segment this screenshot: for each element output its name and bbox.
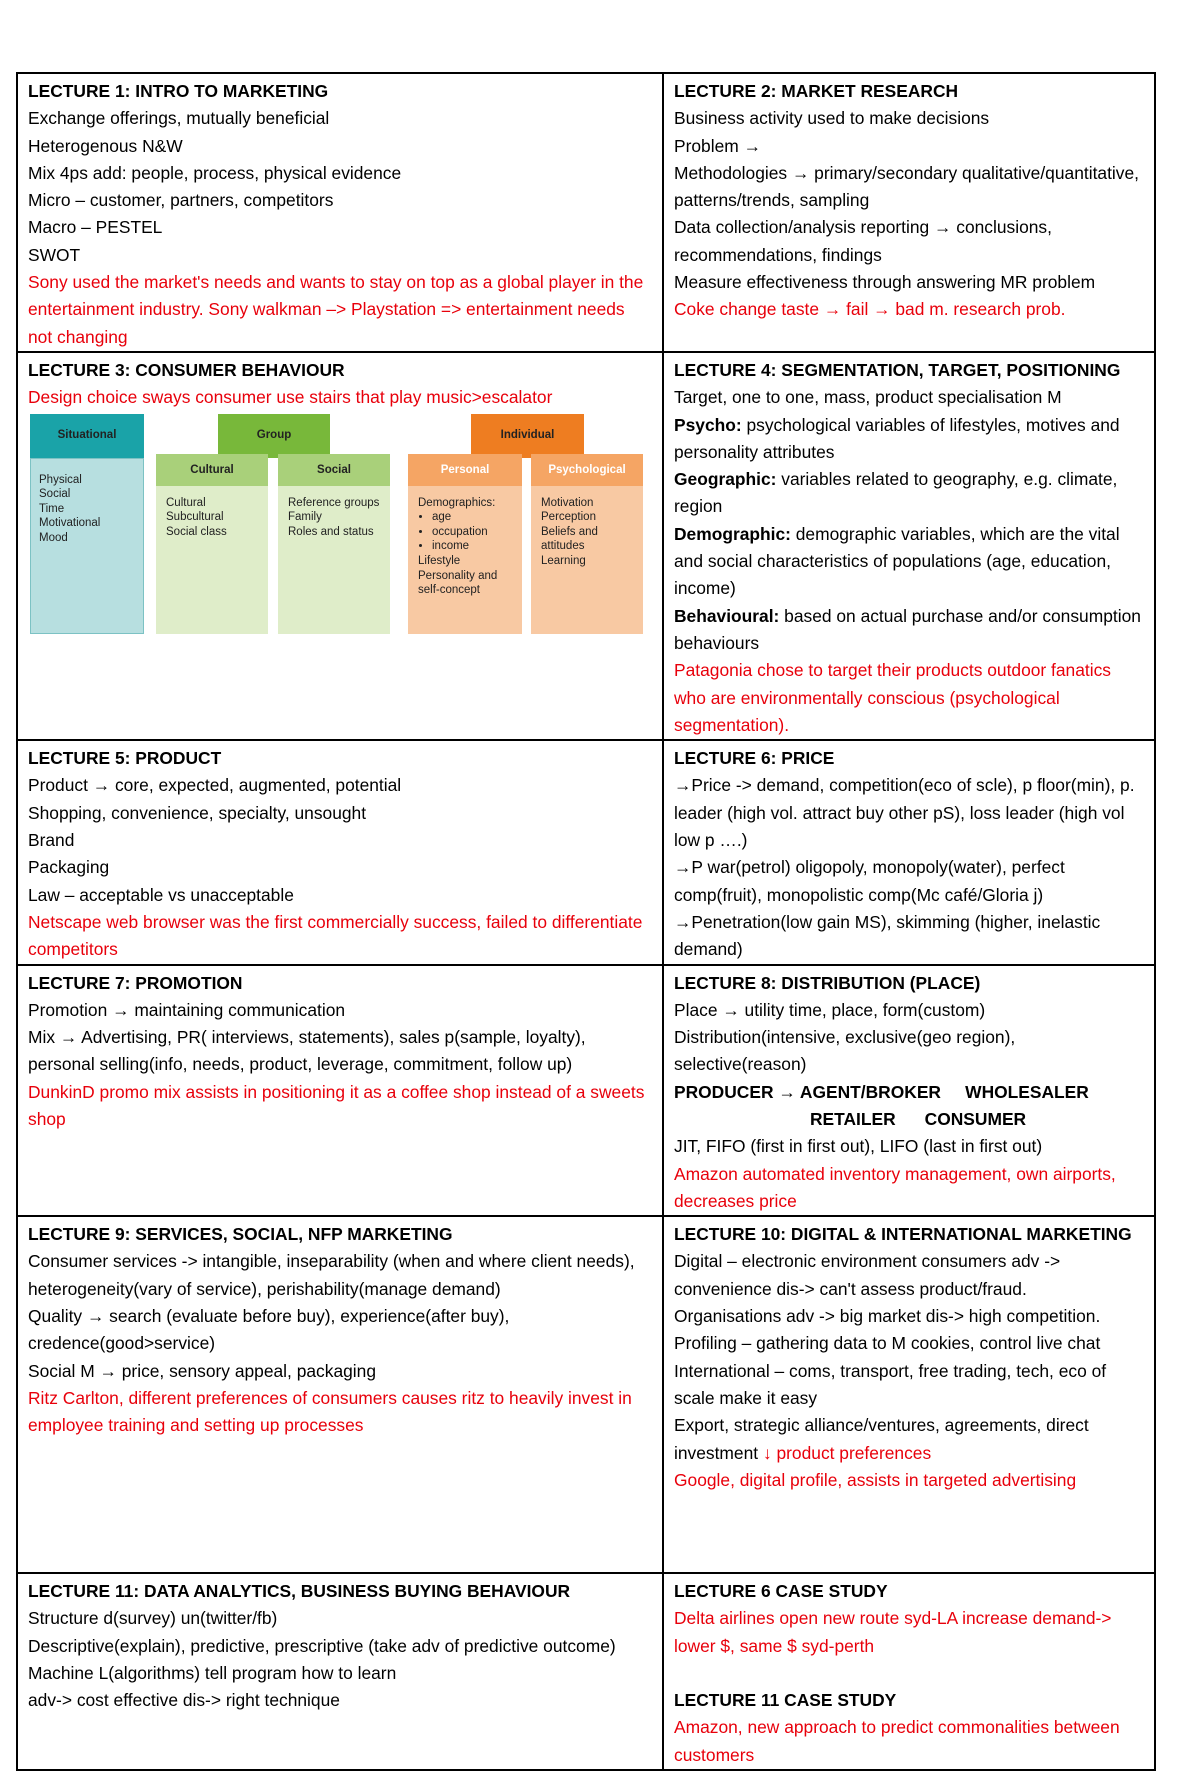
lecture-11-line: Descriptive(explain), predictive, prescriptive (take adv of predictive outcome)	[28, 1635, 616, 1656]
lecture-5-case: Netscape web browser was the first commercially success, failed to differentiate competitors	[28, 911, 643, 960]
lecture-7-line: Promotion → maintaining communication	[28, 999, 346, 1020]
factor-item: Mood	[39, 531, 68, 544]
factor-item: Social	[39, 488, 71, 501]
lecture-10-line: International – coms, transport, free trading, tech, eco of scale make it easy	[674, 1360, 1107, 1408]
factor-item: • occupation	[432, 525, 512, 540]
lecture-1-line: Exchange offerings, mutually beneficial	[28, 108, 330, 129]
lecture-1-line: Micro – customer, partners, competitors	[28, 190, 334, 211]
lecture-5-line: Packaging	[28, 857, 110, 878]
situational-factors	[30, 458, 144, 634]
factor-item: Physical	[39, 473, 82, 486]
lecture-8-case: Amazon automated inventory management, own airports, decreases price	[674, 1163, 1116, 1211]
factor-item: Motivation	[541, 496, 594, 509]
lecture-10-line	[674, 1412, 1144, 1467]
def-text: psychological variables of lifestyles, motives and personality attributes	[674, 414, 1120, 462]
lecture-1-title: LECTURE 1: INTRO TO MARKETING	[28, 81, 329, 101]
notes-table	[16, 72, 1156, 1771]
factor-item: Personality and self-concept	[418, 569, 498, 597]
def-text: variables related to geography, e.g. climate, region	[674, 469, 1118, 517]
lecture-4-def	[674, 412, 1144, 467]
lecture-5-line: Brand	[28, 830, 75, 851]
cell-case-studies	[663, 1573, 1155, 1770]
def-term: Geographic:	[674, 469, 777, 490]
lecture-3-title: LECTURE 3: CONSUMER BEHAVIOUR	[28, 359, 345, 380]
case-study-11-text: Amazon, new approach to predict commonalities between customers	[674, 1717, 1120, 1765]
lecture-10-line: Organisations adv -> big market dis-> high competition.	[674, 1306, 1101, 1327]
lecture-1-line: SWOT	[28, 244, 81, 265]
lecture-9-line: Consumer services -> intangible, inseparability (when and where client needs), heterogeneity(vary of service), perishability(manage demand)	[28, 1251, 635, 1299]
cell-lecture-11	[17, 1573, 663, 1770]
def-term: Demographic:	[674, 523, 791, 544]
lecture-2-title: LECTURE 2: MARKET RESEARCH	[674, 81, 959, 101]
lecture-11-line: Machine L(algorithms) tell program how to learn	[28, 1663, 397, 1684]
lecture-6-title: LECTURE 6: PRICE	[674, 748, 835, 769]
factor-item: Perception	[541, 511, 596, 524]
factor-item: Demographics:	[418, 496, 496, 509]
lecture-7-line: Mix → Advertising, PR( interviews, statements), sales p(sample, loyalty), personal selling(info, needs, product, leverage, commitment, follow up)	[28, 1027, 586, 1075]
factor-item: Cultural	[166, 496, 206, 509]
lecture-2-line: Measure effectiveness through answering MR problem	[674, 272, 1096, 293]
def-term: Psycho:	[674, 414, 742, 435]
factor-item: Family	[288, 511, 322, 524]
lecture-9-line: Social M → price, sensory appeal, packaging	[28, 1360, 376, 1381]
factor-item: • income	[432, 539, 512, 554]
lecture-11-line: Structure d(survey) un(twitter/fb)	[28, 1608, 278, 1629]
lecture-4-def	[674, 521, 1144, 603]
def-term: Behavioural:	[674, 605, 780, 626]
lecture-4-def	[674, 603, 1144, 658]
case-study-11-title: LECTURE 11 CASE STUDY	[674, 1690, 897, 1711]
cell-lecture-2	[663, 73, 1155, 352]
distribution-flow	[674, 1079, 1144, 1134]
lecture-6-line: →Penetration(low gain MS), skimming (higher, inelastic demand)	[674, 911, 1101, 960]
case-study-6-text: Delta airlines open new route syd-LA increase demand-> lower $, same $ syd-perth	[674, 1608, 1112, 1656]
cell-lecture-4	[663, 352, 1155, 740]
cell-lecture-7	[17, 965, 663, 1217]
factor-item: Beliefs and attitudes	[541, 525, 598, 553]
lecture-9-case: Ritz Carlton, different preferences of consumers causes ritz to heavily invest in employee training and setting up processes	[28, 1387, 632, 1436]
individual-header: Individual	[471, 414, 584, 458]
lecture-6-line: →Price -> demand, competition(eco of scle), p floor(min), p. leader (high vol. attract buy other pS), loss leader (high vol low p ….)	[674, 775, 1135, 851]
def-text: based on actual purchase and/or consumption behaviours	[674, 605, 1141, 653]
factor-item: Learning	[541, 554, 586, 567]
social-header: Social	[278, 454, 390, 486]
cultural-header: Cultural	[156, 454, 268, 486]
lecture-4-case: Patagonia chose to target their products outdoor fanatics who are environmentally conscious (psychological segmentation).	[674, 660, 1111, 735]
demographics-list	[418, 510, 512, 554]
factor-item: • age	[432, 510, 512, 525]
psychological-header: Psychological	[531, 454, 643, 486]
psychological-factors	[531, 486, 643, 634]
lecture-10-title: LECTURE 10: DIGITAL & INTERNATIONAL MARKETING	[674, 1224, 1132, 1245]
lecture-2-line: Business activity used to make decisions	[674, 108, 990, 129]
situational-header: Situational	[30, 414, 144, 458]
lecture-10-case: Google, digital profile, assists in targeted advertising	[674, 1469, 1077, 1490]
lecture-2-case: Coke change taste → fail → bad m. research prob.	[674, 299, 1066, 320]
cultural-factors	[156, 486, 268, 634]
factor-item: Roles and status	[288, 525, 374, 538]
factor-item: Lifestyle	[418, 554, 461, 567]
lecture-1-line: Mix 4ps add: people, process, physical evidence	[28, 162, 402, 183]
personal-header: Personal	[408, 454, 522, 486]
cell-lecture-5	[17, 740, 663, 964]
lecture-5-line: Shopping, convenience, specialty, unsought	[28, 802, 367, 823]
lecture-2-line: Methodologies → primary/secondary qualitative/quantitative, patterns/trends, sampling	[674, 162, 1139, 211]
lecture-2-line: Data collection/analysis reporting → conclusions, recommendations, findings	[674, 217, 1052, 265]
lecture-8-line: JIT, FIFO (first in first out), LIFO (last in first out)	[674, 1136, 1043, 1157]
lecture-9-line: Quality → search (evaluate before buy), experience(after buy), credence(good>service)	[28, 1306, 510, 1354]
lecture-8-line: Distribution(intensive, exclusive(geo region), selective(reason)	[674, 1027, 1016, 1075]
spacer	[674, 1660, 1144, 1687]
lecture-1-line: Macro – PESTEL	[28, 217, 163, 238]
distribution-flow-row: PRODUCER → AGENT/BROKER WHOLESALER	[674, 1081, 1089, 1102]
cell-lecture-3	[17, 352, 663, 740]
cell-lecture-9	[17, 1216, 663, 1573]
case-study-6-title: LECTURE 6 CASE STUDY	[674, 1581, 888, 1602]
lecture-11-line: adv-> cost effective dis-> right technique	[28, 1690, 340, 1711]
lecture-7-title: LECTURE 7: PROMOTION	[28, 972, 243, 993]
lecture-6-line: →P war(petrol) oligopoly, monopoly(water), perfect comp(fruit), monopolistic comp(Mc café/Gloria j)	[674, 857, 1065, 905]
lecture-8-title: LECTURE 8: DISTRIBUTION (PLACE)	[674, 972, 981, 993]
lecture-4-title: LECTURE 4: SEGMENTATION, TARGET, POSITIONING	[674, 359, 1121, 380]
distribution-flow-row: RETAILER CONSUMER	[810, 1108, 1027, 1129]
line-part: Export, strategic alliance/ventures, agreements, direct investment	[674, 1415, 1089, 1463]
lecture-10-line: Digital – electronic environment consumers adv -> convenience dis-> can't assess product/fraud.	[674, 1251, 1061, 1299]
group-header: Group	[218, 414, 330, 458]
lecture-10-line: Profiling – gathering data to M cookies, control live chat	[674, 1333, 1101, 1354]
def-text: demographic variables, which are the vital and social characteristics of populations (age, education, income)	[674, 523, 1120, 599]
lecture-1-line: Heterogenous N&W	[28, 135, 183, 156]
cell-lecture-1	[17, 73, 663, 352]
cell-lecture-10	[663, 1216, 1155, 1573]
social-factors	[278, 486, 390, 634]
lecture-4-line: Target, one to one, mass, product specialisation M	[674, 387, 1062, 408]
factor-item: Subcultural	[166, 511, 224, 524]
lecture-4-def	[674, 466, 1144, 521]
lecture-7-case: DunkinD promo mix assists in positioning it as a coffee shop instead of a sweets shop	[28, 1081, 645, 1129]
lecture-11-title: LECTURE 11: DATA ANALYTICS, BUSINESS BUYING BEHAVIOUR	[28, 1581, 571, 1602]
lecture-9-title: LECTURE 9: SERVICES, SOCIAL, NFP MARKETING	[28, 1224, 453, 1245]
factor-item: Time	[39, 502, 65, 515]
line-part: ↓ product preferences	[762, 1442, 932, 1463]
personal-factors	[408, 486, 522, 634]
cell-lecture-8	[663, 965, 1155, 1217]
lecture-5-line: Product → core, expected, augmented, potential	[28, 775, 402, 796]
consumer-behaviour-diagram	[28, 414, 643, 634]
factor-item: Social class	[166, 525, 227, 538]
lecture-2-line: Problem →	[674, 135, 761, 156]
factor-item: Motivational	[39, 517, 101, 530]
factor-item: Reference groups	[288, 496, 380, 509]
lecture-5-title: LECTURE 5: PRODUCT	[28, 748, 222, 769]
cell-lecture-6	[663, 740, 1155, 964]
lecture-3-case: Design choice sways consumer use stairs that play music>escalator	[28, 387, 553, 408]
lecture-8-line: Place → utility time, place, form(custom)	[674, 999, 986, 1020]
lecture-5-line: Law – acceptable vs unacceptable	[28, 884, 294, 905]
lecture-1-case: Sony used the market's needs and wants to stay on top as a global player in the entertainment industry. Sony walkman –> Playstation => entertainment needs not changing	[28, 272, 644, 347]
